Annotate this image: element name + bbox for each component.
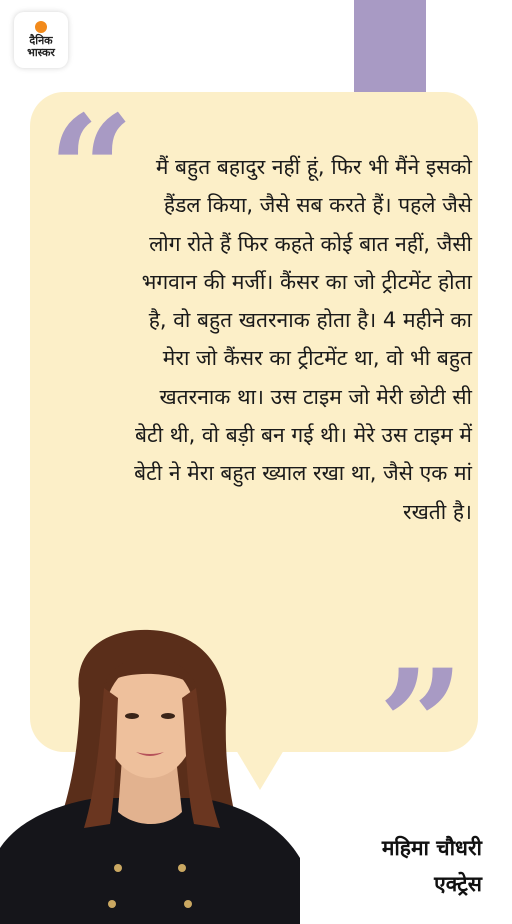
- logo-sun-dot: [35, 21, 47, 33]
- dainik-bhaskar-logo[interactable]: [14, 12, 68, 68]
- quote-text: मैं बहुत बहादुर नहीं हूं, फिर भी मैंने इसको हैंडल किया, जैसे सब करते हैं। पहले जैसे लोग रोते हैं फिर कहते कोई बात नहीं, जैसी भगवान की मर्जी। कैंसर का जो ट्रीटमेंट होता है, वो बहुत खतरनाक होता है। 4 महीने का मेरा जो कैंसर का ट्रीटमेंट था, वो भी बहुत खतरनाक था। उस टाइम जो मेरी छोटी सी बेटी थी, वो बड़ी बन गई थी। मेरे उस टाइम में बेटी ने मेरा बहुत ख्याल रखा था, जैसे एक मां रखती है।: [134, 155, 472, 524]
- open-quote-icon: “: [48, 83, 135, 259]
- speaker-role: एक्ट्रेस: [434, 872, 482, 896]
- speaker-name: महिमा चौधरी: [381, 836, 482, 860]
- logo-line-2: भास्कर: [27, 46, 55, 59]
- close-quote-icon: ”: [378, 637, 465, 813]
- logo-line-1: दैनिक: [29, 34, 53, 47]
- speaker-portrait: [0, 628, 300, 924]
